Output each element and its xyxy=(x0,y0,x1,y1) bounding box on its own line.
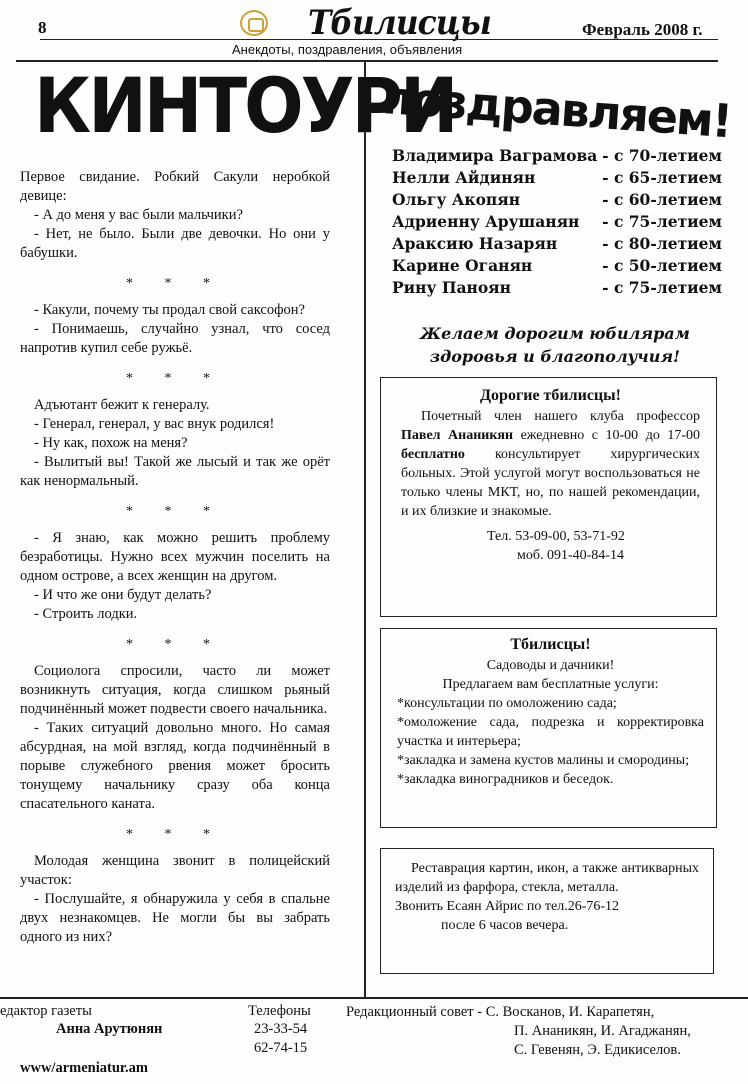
ad-hours: после 6 часов вечера. xyxy=(441,918,569,933)
jokes-column xyxy=(20,168,330,947)
ad-text-part: ежедневно с 10-00 до 17-00 xyxy=(520,428,701,443)
ad-intro: Предлагаем вам бесплатные услуги: xyxy=(442,677,659,692)
club-logo-icon xyxy=(240,10,268,36)
garden-service-item: *консультации по омоложению сада; xyxy=(397,696,617,711)
anniversary-age: - с 50-летием xyxy=(602,256,722,275)
newspaper-masthead: Тбилисцы xyxy=(308,3,491,43)
congrats-row xyxy=(392,277,722,299)
celebrant-name: Карине Оганян xyxy=(392,256,533,275)
ad-title: Тбилисцы! xyxy=(510,636,591,653)
celebrant-name: Ольгу Акопян xyxy=(392,190,521,209)
ad-subtitle: Садоводы и дачники! xyxy=(486,658,615,673)
joke-line: - Таких ситуаций довольно много. Но самая абсурдная, на мой взгляд, когда подчинённый в порыве служебного рвения может бросить тонущему начальнику сразу оба конца спасательного каната. xyxy=(20,720,330,812)
joke-line: - Вылитый вы! Такой же лысый и так же орёт как ненормальный. xyxy=(20,454,330,489)
congrats-row xyxy=(392,189,722,211)
jokes-section-title: КИНТОУРИ xyxy=(34,62,456,151)
birthday-wishes xyxy=(400,322,710,368)
joke-separator: * * * xyxy=(126,504,224,519)
garden-services-list xyxy=(397,694,704,789)
joke-line: - Строить лодки. xyxy=(34,606,138,622)
congrats-row xyxy=(392,233,722,255)
congrats-row xyxy=(392,211,722,233)
wishes-line: здоровья и благополучия! xyxy=(429,347,681,366)
editor-name: Анна Арутюнян xyxy=(56,1021,163,1037)
section-subheader: Анекдоты, поздравления, объявления xyxy=(232,42,463,57)
page-number: 8 xyxy=(38,18,47,37)
wishes-line: Желаем дорогим юбилярам xyxy=(420,324,690,343)
celebrant-name: Нелли Айдинян xyxy=(392,168,536,187)
doctor-name: Павел Ананикян xyxy=(401,428,514,443)
garden-service-item: *омоложение сада, подрезка и корректировка участка и интерьера; xyxy=(397,715,704,749)
joke-line: - Какули, почему ты продал свой саксофон? xyxy=(34,302,305,318)
anniversary-age: - с 70-летием xyxy=(602,146,722,165)
header-divider xyxy=(40,39,718,40)
joke-line: Адъютант бежит к генералу. xyxy=(34,397,210,413)
joke-line: - И что же они будут делать? xyxy=(34,587,212,603)
anniversary-age: - с 65-летием xyxy=(602,168,722,187)
joke-separator: * * * xyxy=(126,637,224,652)
anniversary-age: - с 75-летием xyxy=(602,212,722,231)
editorial-board xyxy=(346,1003,691,1060)
ad-text-part: консультирует хирургических больных. Этой услугой могут воспользоваться не только члены МКТ, но, по нашей рекомендации, и их близкие и знакомые. xyxy=(401,447,701,519)
ad-contact: Звонить Есаян Айрис по тел.26-76-12 xyxy=(395,899,620,914)
joke-line: - Генерал, генерал, у вас внук родился! xyxy=(34,416,275,432)
ad-text xyxy=(401,407,700,521)
joke-line: - Послушайте, я обнаружила у себя в спальне двух незнакомцев. Не могли бы вы забрать одного из них? xyxy=(20,891,330,945)
congrats-row xyxy=(392,255,722,277)
phone-number: 62-74-15 xyxy=(254,1040,308,1056)
phones-label: Телефоны xyxy=(248,1003,311,1019)
ad-text: Реставрация картин, икон, а также антикварных изделий из фарфора, стекла, металла. xyxy=(395,861,699,895)
editor-label: едактор газеты xyxy=(0,1003,92,1019)
joke-line: Социолога спросили, часто ли может возникнуть ситуация, когда слишком рьяный подчинённый может подвести своего начальника. xyxy=(20,663,330,717)
board-row xyxy=(346,1003,691,1022)
celebrant-name: Араксию Назарян xyxy=(392,234,558,253)
ad-phone: Тел. 53-09-00, 53-71-92 xyxy=(487,529,625,544)
consultation-ad-box xyxy=(380,377,717,617)
congrats-section-title: поздравляем! xyxy=(380,70,733,149)
garden-service-item: *закладка виноградников и беседок. xyxy=(397,772,614,787)
celebrant-name: Владимира Ваграмова xyxy=(392,146,598,165)
joke-line: - Ну как, похож на меня? xyxy=(34,435,188,451)
phone-number: 23-33-54 xyxy=(254,1021,308,1037)
issue-date: Февраль 2008 г. xyxy=(582,20,703,39)
anniversary-age: - с 75-летием xyxy=(602,278,722,297)
ad-title: Дорогие тбилисцы! xyxy=(480,387,621,404)
restoration-ad-box xyxy=(380,848,714,974)
anniversary-age: - с 60-летием xyxy=(602,190,722,209)
celebrant-name: Рину Паноян xyxy=(392,278,511,297)
joke-line: - Я знаю, как можно решить проблему безработицы. Нужно всех мужчин поселить на одном острове, а всех женщин на другом. xyxy=(20,530,330,584)
congrats-row xyxy=(392,167,722,189)
congrats-row xyxy=(392,145,722,167)
ad-mobile: моб. 091-40-84-14 xyxy=(517,548,624,563)
anniversary-age: - с 80-летием xyxy=(602,234,722,253)
joke-separator: * * * xyxy=(126,276,224,291)
website-link[interactable]: www/armeniatur.am xyxy=(20,1060,148,1076)
garden-ad-box xyxy=(380,628,717,828)
board-members: - С. Восканов, И. Карапетян, xyxy=(477,1004,655,1020)
joke-separator: * * * xyxy=(126,827,224,842)
joke-separator: * * * xyxy=(126,371,224,386)
column-divider xyxy=(364,62,366,997)
celebrant-name: Адриенну Арушанян xyxy=(392,212,580,231)
board-members: С. Гевенян, Э. Едикиселов. xyxy=(514,1042,681,1058)
footer-rule xyxy=(0,997,748,999)
congrats-list xyxy=(392,145,722,299)
ad-text-part: Почетный член нашего клуба профессор xyxy=(421,409,700,424)
joke-line: - Понимаешь, случайно узнал, что сосед напротив купил себе ружьё. xyxy=(20,321,330,356)
board-members: П. Ананикян, И. Агаджанян, xyxy=(514,1023,691,1039)
joke-line: - Нет, не было. Были две девочки. Но они у бабушки. xyxy=(20,226,330,261)
joke-line: - А до меня у вас были мальчики? xyxy=(34,207,243,223)
board-label: Редакционный совет xyxy=(346,1004,474,1020)
joke-line: Первое свидание. Робкий Сакули неробкой девице: xyxy=(20,169,330,204)
joke-line: Молодая женщина звонит в полицейский участок: xyxy=(20,853,330,888)
free-label: бесплатно xyxy=(401,447,465,462)
garden-service-item: *закладка и замена кустов малины и смородины; xyxy=(397,753,690,768)
